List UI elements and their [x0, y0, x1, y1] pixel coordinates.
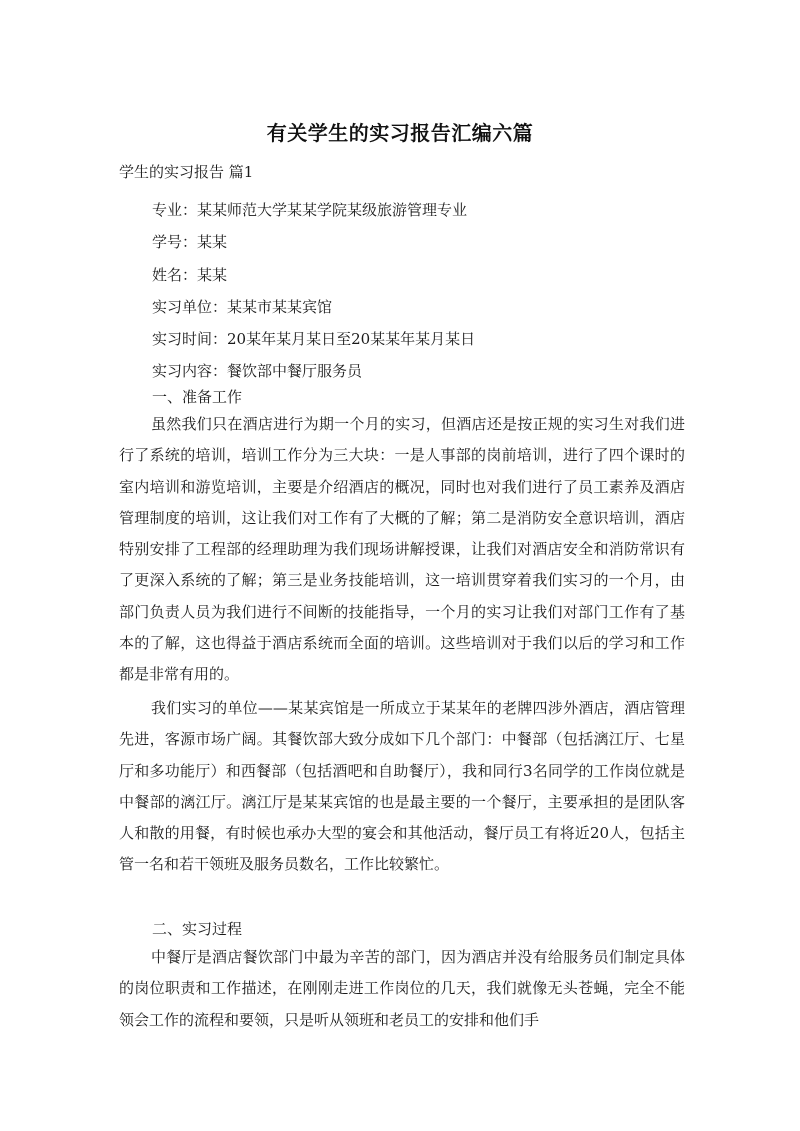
paragraph-internship-unit: 我们实习的单位——某某宾馆是一所成立于某某年的老牌四涉外酒店，酒店管理先进，客源市场广阔。其餐饮部大致分成如下几个部门：中餐部（包括漓江厅、七星厅和多功能厅）和西餐部（包括酒吧和自助餐厅），我和同行3名同学的工作岗位就是中餐部的漓江厅。漓江厅是某某宾馆的也是最主要的一个餐厅，主要承担的是团队客人和散的用餐，有时候也承办大型的宴会和其他活动，餐厅员工有将近20人，包括主管一名和若干领班及服务员数名，工作比较繁忙。 — [119, 699, 685, 874]
info-unit: 实习单位：某某市某某宾馆 — [152, 297, 333, 316]
report-subtitle: 学生的实习报告 篇1 — [119, 163, 254, 181]
info-content: 实习内容：餐饮部中餐厅服务员 — [152, 362, 363, 381]
paragraph-training: 虽然我们只在酒店进行为期一个月的实习，但酒店还是按正规的实习生对我们进行了系统的培训，培训工作分为三大块：一是人事部的岗前培训，进行了四个课时的室内培训和游览培训，主要是介绍酒店的概况，同时也对我们进行了员工素养及酒店管理制度的培训，这让我们对工作有了大概的了解；第二是消防安全意识培训，酒店特别安排了工程部的经理助理为我们现场讲解授课，让我们对酒店安全和消防常识有了更深入系统的了解；第三是业务技能培训，这一培训贯穿着我们实习的一个月，由部门负责人员为我们进行不间断的技能指导，一个月的实习让我们对部门工作有了基本的了解，这也得益于酒店系统而全面的培训。这些培训对于我们以后的学习和工作都是非常有用的。 — [119, 415, 685, 684]
student-info-block — [152, 194, 692, 388]
info-student-id: 学号：某某 — [152, 233, 228, 252]
paragraph-process: 中餐厅是酒店餐饮部门中最为辛苦的部门，因为酒店并没有给服务员们制定具体的岗位职责和工作描述，在刚刚走进工作岗位的几天，我们就像无头苍蝇，完全不能领会工作的流程和要领，只是听从领班和老员工的安排和他们手 — [119, 948, 685, 1029]
section-heading-preparation: 一、准备工作 — [152, 388, 243, 406]
info-major: 专业：某某师范大学某某学院某级旅游管理专业 — [152, 201, 468, 219]
document-title: 有关学生的实习报告汇编六篇 — [266, 121, 534, 145]
section-heading-process: 二、实习过程 — [152, 920, 243, 938]
info-name: 姓名：某某 — [152, 265, 228, 284]
info-period: 实习时间：20某年某月某日至20某某年某月某日 — [152, 330, 476, 349]
